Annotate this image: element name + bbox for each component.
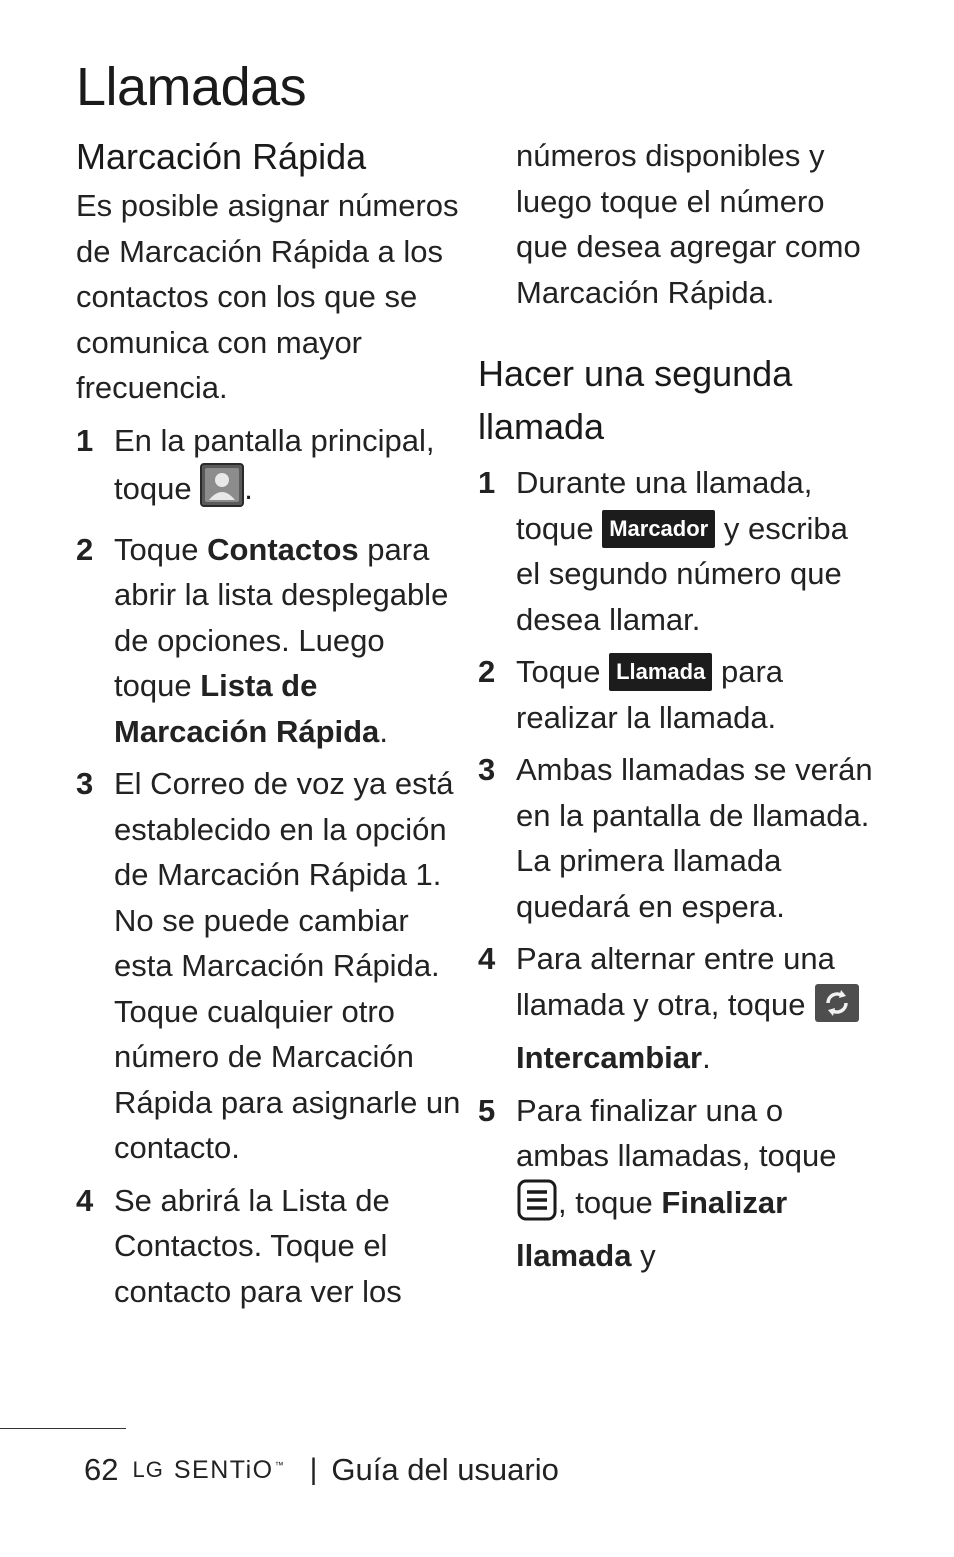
speed-dial-heading: Marcación Rápida [76, 136, 367, 177]
step-text: Se abrirá la Lista de Contactos. Toque el contacto para ver los [114, 1182, 402, 1309]
step-text: y escriba el segundo número que desea llamar. [516, 510, 848, 637]
page-footer [84, 1443, 559, 1492]
speed-dial-step-2 [76, 527, 468, 755]
step-number: 1 [76, 422, 94, 458]
dialer-button: Marcador [602, 510, 715, 548]
second-call-step-4 [478, 936, 878, 1081]
step-number: 2 [478, 654, 496, 689]
menu-icon [516, 1179, 558, 1234]
step-number: 3 [478, 752, 496, 787]
speed-dial-step-4-continuation: números disponibles y luego toque el número que desea agregar como Marcación Rápida. [516, 138, 861, 310]
contacts-label: Contactos [207, 531, 359, 567]
step-text: . [702, 1040, 711, 1075]
right-column [478, 133, 878, 1279]
step-number: 4 [478, 941, 496, 976]
step-text: para realizar la llamada. [516, 654, 784, 735]
swap-icon [814, 983, 860, 1036]
step-text: En la pantalla principal, toque [114, 422, 435, 506]
speed-dial-step-3 [76, 761, 468, 1171]
second-call-step-5 [478, 1088, 878, 1279]
end-call-label: Finalizar llamada [516, 1184, 788, 1273]
guide-title: Guía del usuario [331, 1451, 559, 1487]
second-call-steps [478, 460, 878, 1279]
swap-label: Intercambiar [516, 1040, 703, 1075]
second-call-heading: Hacer una segunda llamada [478, 353, 793, 447]
step-text: para abrir la lista desplegable de opciones. Luego toque [114, 531, 449, 703]
footer-rule [0, 1428, 126, 1429]
step-text: Durante una llamada, toque [516, 465, 813, 546]
left-column [76, 133, 468, 1314]
step-text: Para alternar entre una llamada y otra, toque [516, 941, 835, 1022]
step-number: 1 [478, 465, 496, 500]
step-number: 5 [478, 1092, 496, 1128]
call-button: Llamada [609, 653, 712, 691]
speed-dial-list-label: Lista de Marcación Rápida [114, 668, 380, 749]
page-title: Llamadas [76, 57, 307, 117]
contacts-icon [200, 463, 244, 520]
step-text: y [631, 1238, 656, 1273]
page-number: 62 [84, 1451, 119, 1487]
step-text: Para finalizar una o ambas llamadas, toque [516, 1092, 837, 1173]
step-text: Ambas llamadas se verán en la pantalla de llamada. La primera llamada quedará en espera. [516, 752, 873, 924]
speed-dial-steps [76, 418, 468, 1315]
step-text: Toque [114, 531, 208, 567]
second-call-step-1 [478, 460, 878, 642]
brand-name: SENTiO [173, 1455, 274, 1484]
step-number: 3 [76, 766, 94, 801]
step-text: , toque [558, 1184, 662, 1220]
step-number: 4 [76, 1182, 94, 1218]
step-text: . [379, 713, 388, 749]
second-call-step-2 [478, 649, 878, 740]
brand-logo: LG [132, 1456, 164, 1482]
speed-dial-step-4 [76, 1178, 468, 1315]
speed-dial-step-1 [76, 418, 468, 520]
footer-separator: | [309, 1452, 318, 1486]
step-number: 2 [76, 531, 94, 567]
step-text: . [244, 471, 253, 506]
speed-dial-intro: Es posible asignar números de Marcación Rápida a los contactos con los que se comunica con mayor frecuencia. [76, 188, 459, 405]
second-call-step-3 [478, 747, 878, 929]
brand-trademark: ™ [274, 1460, 284, 1470]
step-text: El Correo de voz ya está establecido en la opción de Marcación Rápida 1. No se puede cambiar esta Marcación Rápida. Toque cualquier otro número de Marcación Rápida para asignarle un contacto. [114, 766, 461, 1165]
step-text: Toque [516, 654, 610, 689]
